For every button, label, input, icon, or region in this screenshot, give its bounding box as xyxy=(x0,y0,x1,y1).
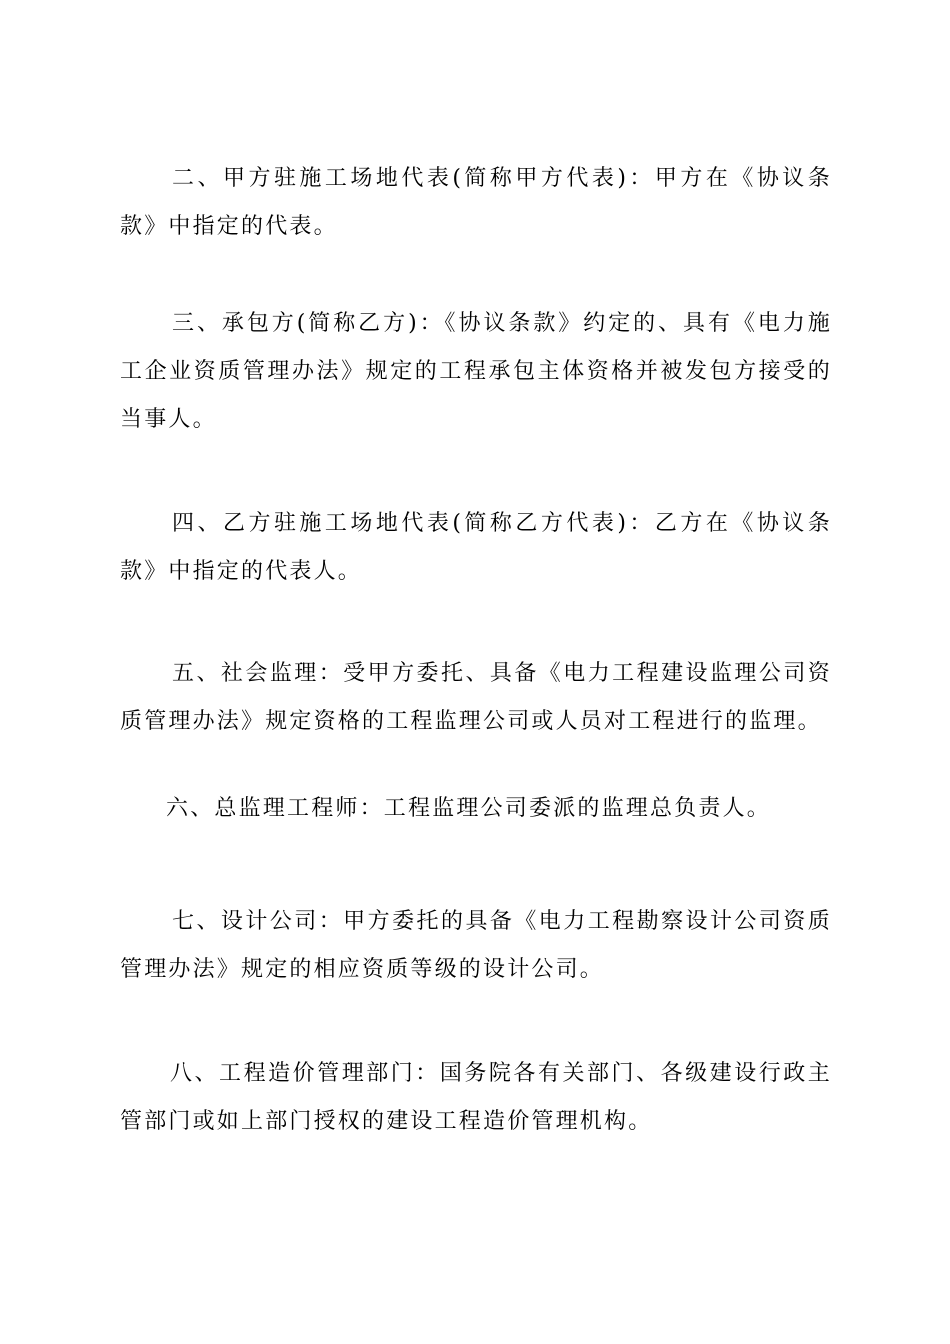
paragraph-6-definition-chief-supervisor: 六、总监理工程师：工程监理公司委派的监理总负责人。 xyxy=(166,796,772,821)
paragraph-5-definition-supervision: 五、社会监理：受甲方委托、具备《电力工程建设监理公司资质管理办法》规定资格的工程监理公司或人员对工程进行的监理。 xyxy=(120,661,832,734)
paragraph-8-definition-cost-management-department: 八、工程造价管理部门：国务院各有关部门、各级建设行政主管部门或如上部门授权的建设工程造价管理机构。 xyxy=(120,1061,832,1134)
paragraph-7-definition-design-company: 七、设计公司：甲方委托的具备《电力工程勘察设计公司资质管理办法》规定的相应资质等级的设计公司。 xyxy=(120,909,832,982)
paragraph-2-definition-owner-representative: 二、甲方驻施工场地代表(简称甲方代表)：甲方在《协议条款》中指定的代表。 xyxy=(120,166,832,239)
paragraph-3-definition-contractor: 三、承包方(简称乙方)：《协议条款》约定的、具有《电力施工企业资质管理办法》规定的工程承包主体资格并被发包方接受的当事人。 xyxy=(120,311,832,432)
paragraph-4-definition-contractor-representative: 四、乙方驻施工场地代表(简称乙方代表)：乙方在《协议条款》中指定的代表人。 xyxy=(120,511,832,584)
